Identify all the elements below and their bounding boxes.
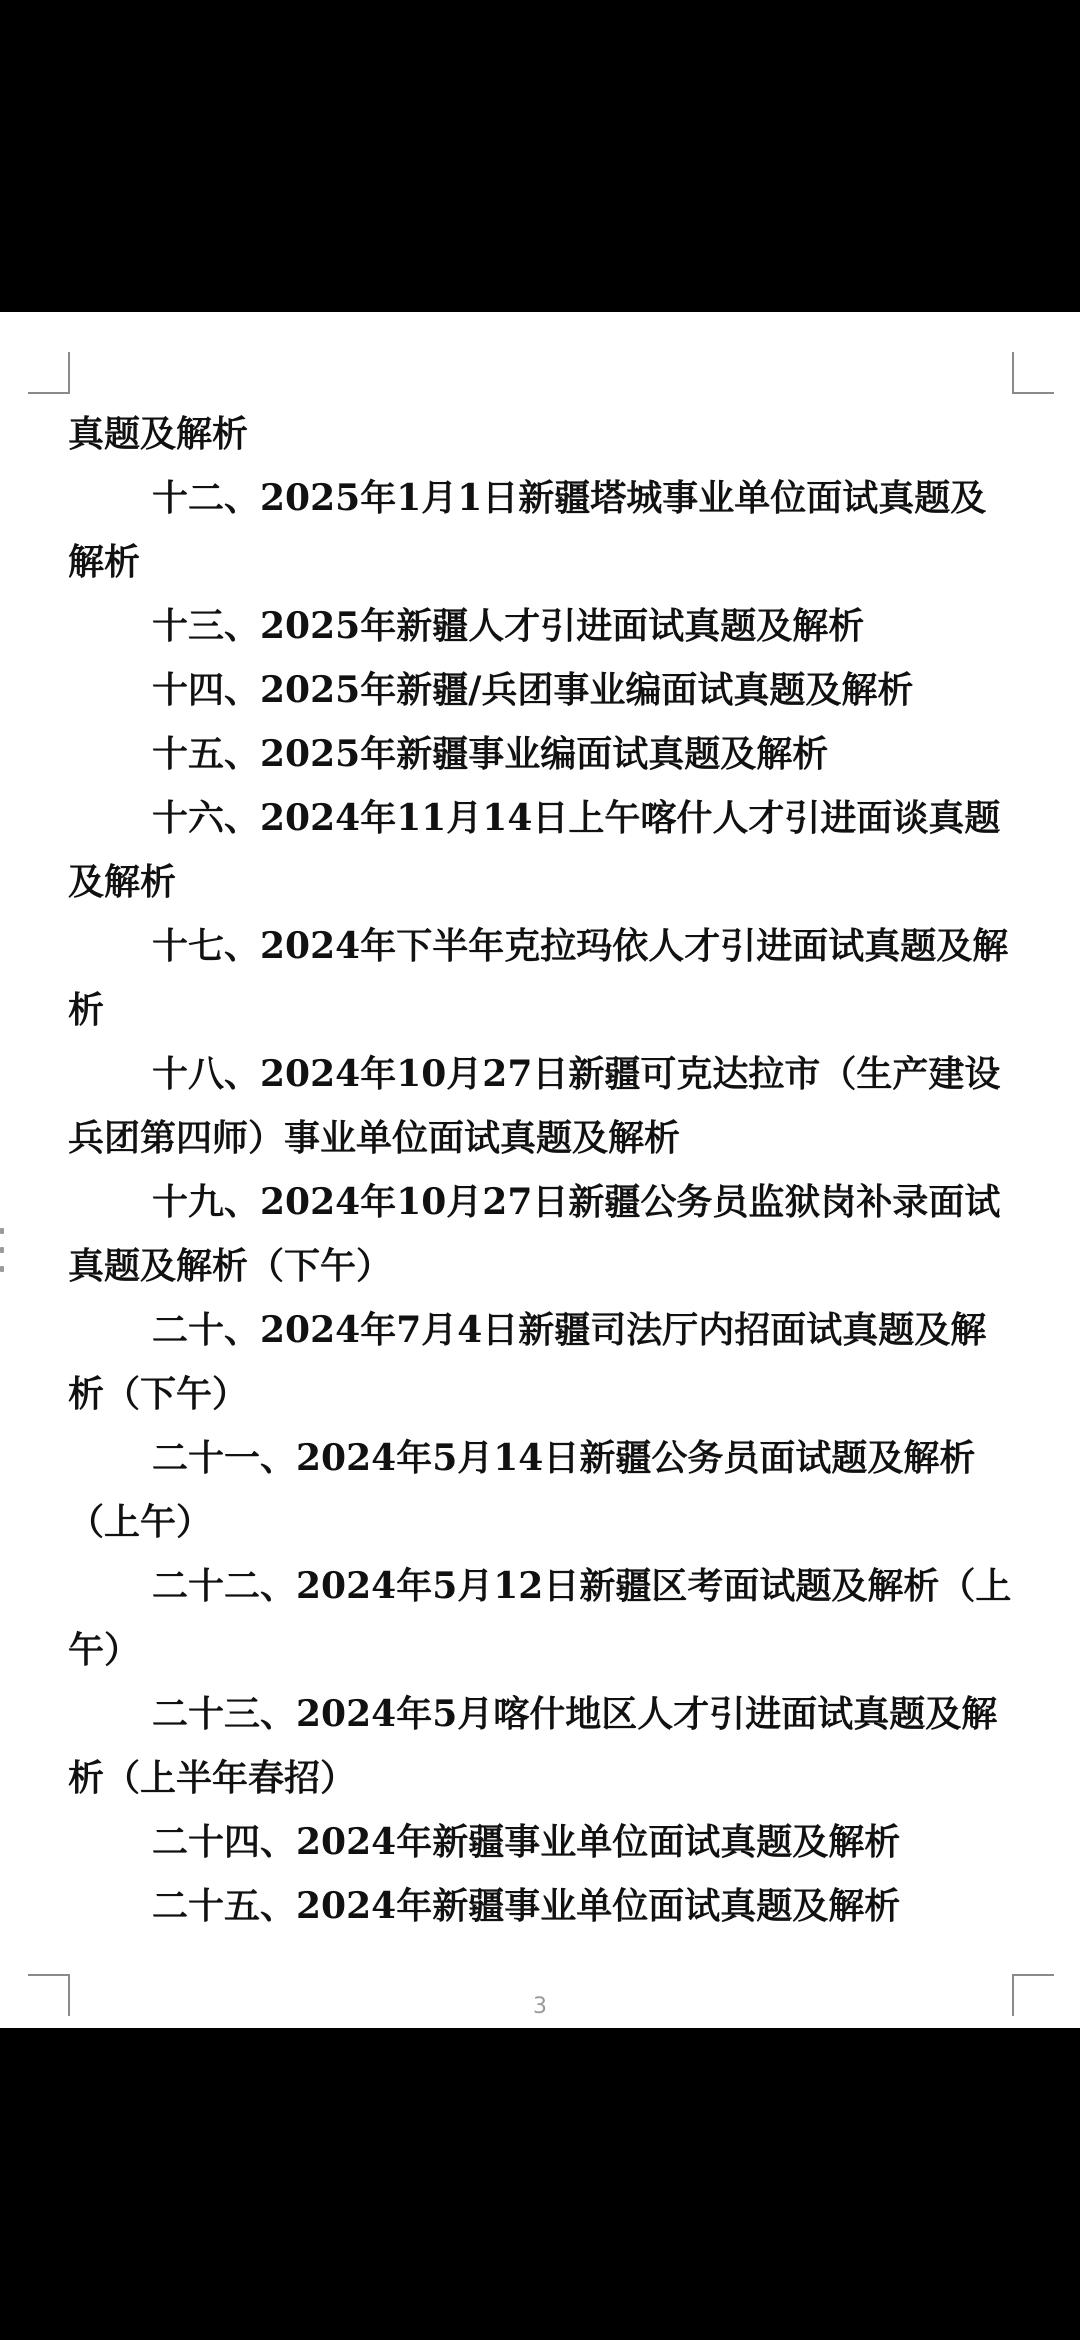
- table-of-contents: [68, 402, 1016, 1938]
- toc-entry: 十二、2025年1月1日新疆塔城事业单位面试真题及解析: [68, 477, 987, 583]
- toc-entry: 十八、2024年10月27日新疆可克达拉市（生产建设兵团第四师）事业单位面试真题及解析: [68, 1053, 1001, 1159]
- toc-entry: 二十五、2024年新疆事业单位面试真题及解析: [152, 1885, 901, 1927]
- page-number: 3: [533, 1994, 547, 2019]
- toc-entry: 二十一、2024年5月14日新疆公务员面试题及解析（上午）: [68, 1437, 976, 1543]
- page-corner-mark: [28, 352, 70, 394]
- toc-entry: 十七、2024年下半年克拉玛依人才引进面试真题及解析: [68, 925, 1009, 1031]
- toc-entry: 真题及解析: [68, 413, 249, 455]
- grip-dot: [0, 1247, 4, 1253]
- toc-entry: 二十、2024年7月4日新疆司法厅内招面试真题及解析（下午）: [68, 1309, 987, 1415]
- toc-entry: 十九、2024年10月27日新疆公务员监狱岗补录面试真题及解析（下午）: [68, 1181, 1001, 1287]
- document-page[interactable]: [0, 312, 1080, 2028]
- toc-entry: 十五、2025年新疆事业编面试真题及解析: [152, 733, 829, 775]
- scroll-handle[interactable]: [0, 1228, 8, 1272]
- toc-entry: 二十三、2024年5月喀什地区人才引进面试真题及解析（上半年春招）: [68, 1693, 998, 1799]
- page-corner-mark: [1012, 352, 1054, 394]
- toc-entry: 二十二、2024年5月12日新疆区考面试题及解析（上午）: [68, 1565, 1012, 1671]
- grip-dot: [0, 1266, 4, 1272]
- toc-entry: 十四、2025年新疆/兵团事业编面试真题及解析: [152, 669, 914, 711]
- toc-entry: 二十四、2024年新疆事业单位面试真题及解析: [152, 1821, 901, 1863]
- toc-entry: 十三、2025年新疆人才引进面试真题及解析: [152, 605, 865, 647]
- toc-entry: 十六、2024年11月14日上午喀什人才引进面谈真题及解析: [68, 797, 1001, 903]
- grip-dot: [0, 1228, 4, 1234]
